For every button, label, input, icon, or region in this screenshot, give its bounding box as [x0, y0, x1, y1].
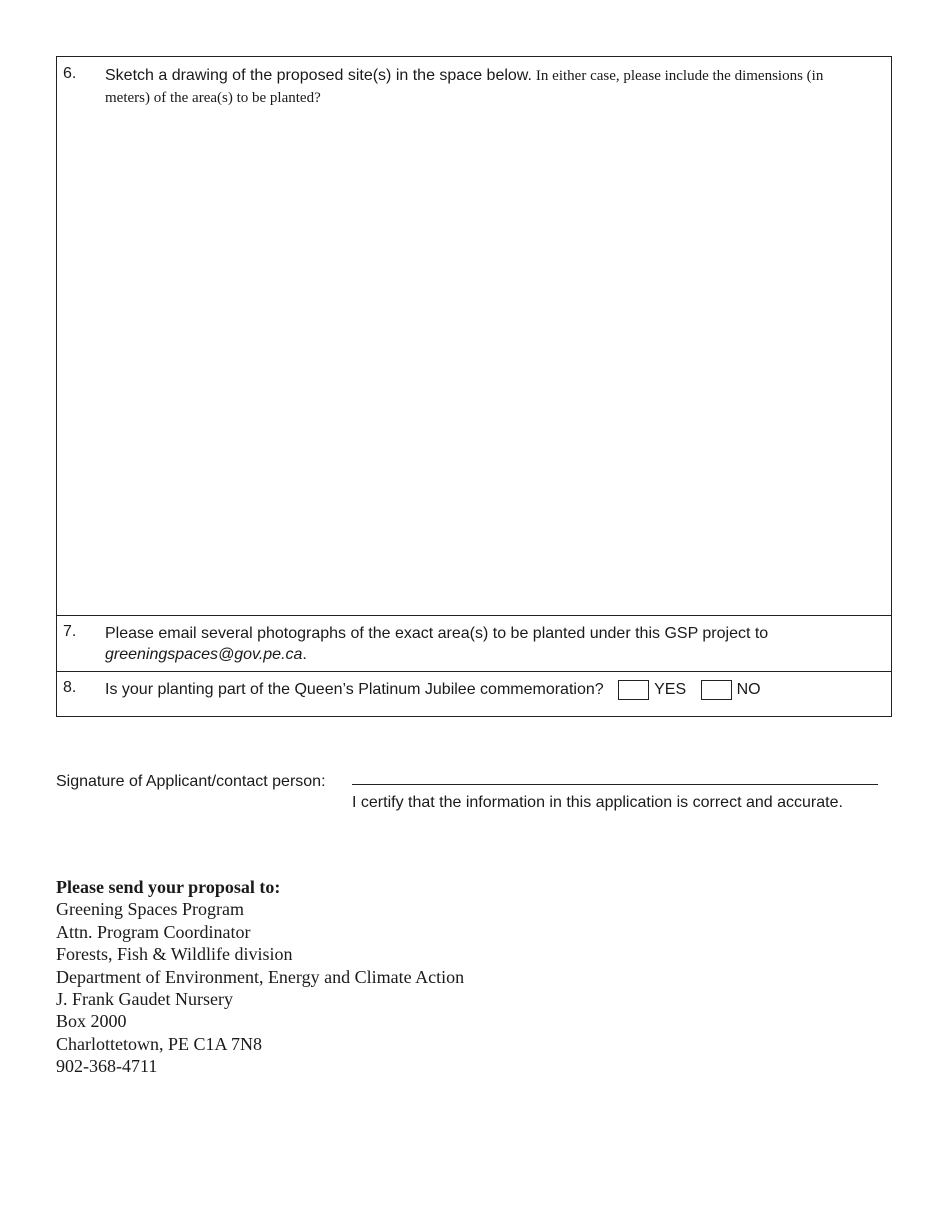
sketch-drawing-area[interactable]	[105, 113, 871, 605]
certification-statement: I certify that the information in this application is correct and accurate.	[352, 794, 843, 811]
question-7-text	[105, 623, 871, 665]
question-8-number: 8.	[63, 679, 77, 696]
question-7-row	[57, 616, 891, 672]
question-8-row	[57, 672, 891, 718]
email-link[interactable]: greeningspaces@gov.pe.ca	[105, 646, 303, 663]
question-8-body: Is your planting part of the Queen’s Platinum Jubilee commemoration?	[105, 681, 604, 698]
no-checkbox[interactable]	[701, 680, 732, 700]
question-6-number: 6.	[63, 65, 77, 82]
yes-checkbox[interactable]	[618, 680, 649, 700]
application-form-table	[56, 56, 892, 717]
address-line: Department of Environment, Energy and Climate Action	[56, 966, 465, 987]
phone-number: 902-368-4711	[56, 1056, 158, 1077]
question-7-suffix: .	[302, 646, 307, 663]
mailing-address	[56, 876, 464, 1078]
address-heading: Please send your proposal to:	[56, 877, 281, 897]
question-6-text	[105, 65, 871, 109]
yes-option	[618, 679, 686, 700]
yes-label: YES	[654, 681, 687, 699]
address-line: Box 2000	[56, 1011, 127, 1032]
question-6-row	[57, 57, 891, 616]
address-line: J. Frank Gaudet Nursery	[56, 989, 233, 1010]
address-line: Greening Spaces Program	[56, 899, 244, 920]
no-label: NO	[736, 681, 761, 699]
question-6-main-text: Sketch a drawing of the proposed site(s) in the space below.	[105, 67, 532, 84]
question-7-number: 7.	[63, 623, 77, 640]
question-6-note: In either case, please include the dimensions (in meters) of the area(s) to be planted?	[105, 68, 824, 106]
question-8-text	[105, 679, 871, 700]
question-7-body: Please email several photographs of the exact area(s) to be planted under this GSP project to	[105, 625, 769, 642]
address-line: Charlottetown, PE C1A 7N8	[56, 1033, 262, 1054]
signature-line[interactable]	[352, 784, 878, 785]
no-option	[701, 679, 761, 700]
address-line: Forests, Fish & Wildlife division	[56, 944, 293, 965]
signature-label: Signature of Applicant/contact person:	[56, 773, 326, 790]
address-line: Attn. Program Coordinator	[56, 921, 251, 942]
